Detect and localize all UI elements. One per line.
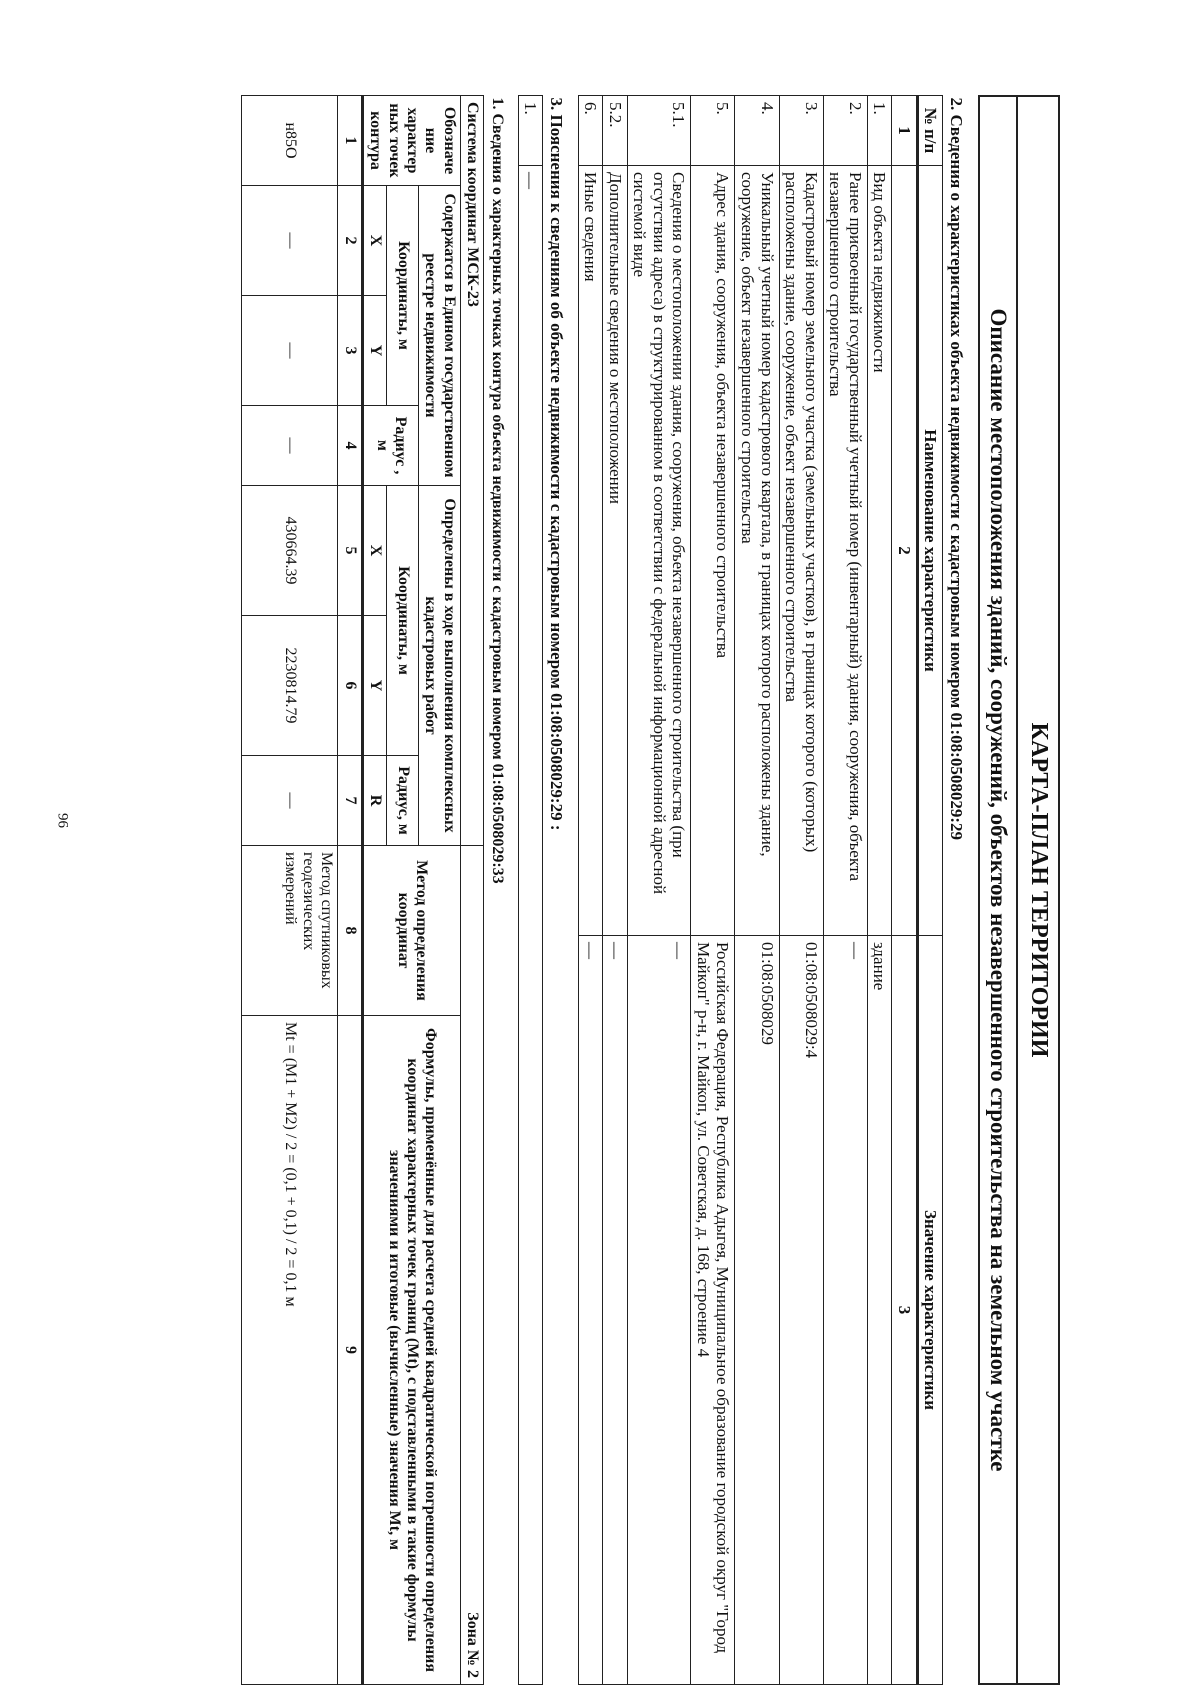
section3-heading: 3. Пояснения к сведениям об объекте недвижимости с кадастровым номером 01:08:0508029:29 : [546, 97, 566, 831]
r-header: R [362, 756, 386, 846]
table-row [867, 96, 892, 1685]
row-value: — [518, 166, 543, 1685]
row-value: — [603, 936, 628, 1685]
table-row [603, 96, 628, 1685]
document-subtitle: Описание местоположения зданий, сооружений, объектов незавершенного строительства на земельном участке [979, 96, 1017, 1684]
row-name: Уникальный учетный номер кадастрового квартала, в границах которого расположены здание, сооружение, объект незавершенного строительства [735, 166, 779, 936]
radius-header-determined: Радиус, м [387, 756, 419, 846]
table-row [578, 96, 603, 1685]
row-value: Российская Федерация, Республика Адыгея, Муниципальное образование городской округ "Город Майкоп" р-н, г. Майкоп, ул. Советская, д. 168, строение 4 [691, 936, 735, 1685]
section1-table [241, 95, 509, 1685]
document-title: КАРТА-ПЛАН ТЕРРИТОРИИ [1017, 96, 1059, 1684]
zone-label: Зона № 2 [460, 846, 483, 1685]
section1-heading: 1. Сведения о характерных точках контура объекта недвижимости с кадастровым номером 01:08:0508029:33 [488, 97, 506, 884]
radius-header-registry: Радиус , м [362, 406, 418, 486]
document-sheet [150, 95, 1060, 1685]
x-registry: — [242, 186, 338, 296]
row-number: 5. [691, 96, 735, 166]
r-determined: — [242, 756, 338, 846]
x-determined: 430664.39 [242, 486, 338, 616]
row-value: здание [867, 936, 892, 1685]
table-row [691, 96, 735, 1685]
determined-header: Определены в ходе выполнения комплексных кадастровых работ [419, 486, 461, 846]
table-row [518, 96, 543, 1685]
r-registry: — [242, 406, 338, 486]
section3-table [518, 95, 570, 1685]
coords-header-determined: Координаты, м [387, 486, 419, 756]
col-number: 3 [892, 936, 918, 1685]
col-header-value: Значение характеристики [917, 936, 943, 1685]
table-row [627, 96, 691, 1685]
coords-header-registry: Координаты, м [387, 186, 419, 406]
point-designation: н85О [242, 96, 338, 186]
col-number: 8 [338, 846, 362, 1016]
row-number: 4. [735, 96, 779, 166]
col-header-num: № п/п [917, 96, 943, 166]
formula-value: Mt = (M1 + M2) / 2 = (0,1 + 0,1) / 2 = 0,1 м [242, 1016, 338, 1685]
col-number: 4 [338, 406, 362, 486]
table-row [735, 96, 779, 1685]
row-name: Дополнительные сведения о местоположении [603, 166, 628, 936]
row-number: 2. [823, 96, 867, 166]
row-number: 6. [578, 96, 603, 166]
col-number: 2 [892, 166, 918, 936]
title-block [978, 95, 1060, 1685]
coord-system: Система координат МСК-23 [460, 96, 483, 846]
section2-table [578, 95, 970, 1685]
y-determined: 2230814.79 [242, 616, 338, 756]
row-value: 01:08:0508029:4 [779, 936, 823, 1685]
row-name: Кадастровый номер земельного участка (земельных участков), в границах которого (которых) расположены здание, сооружение, объект незавершенного строительства [779, 166, 823, 936]
section2-heading: 2. Сведения о характеристиках объекта недвижимости с кадастровым номером 01:08:0508029:29 [946, 97, 966, 840]
row-number: 1. [867, 96, 892, 166]
designation-header: Обозначе ние характер ных точек контура [362, 96, 460, 186]
method-value: Метод спутниковых геодезических измерений [242, 846, 338, 1016]
row-name: Ранее присвоенный государственный учетный номер (инвентарный) здания, сооружения, объекта незавершенного строительства [823, 166, 867, 936]
row-name: Сведения о местоположении здания, сооружения, объекта незавершенного строительства (при отсутствии адреса) в структурированном в соответствии с федеральной информационной адресной системой виде [627, 166, 691, 936]
table-row [779, 96, 823, 1685]
col-number: 5 [338, 486, 362, 616]
row-number: 1. [518, 96, 543, 166]
formula-header: Формулы, применённые для расчета средней квадратической погрешности определения координат характерных точек границ (Mt), с подставленными в такие формулы значениями и итоговые (вычисленные) значения Mt, м [362, 1016, 460, 1685]
row-name: Адрес здания, сооружения, объекта незавершенного строительства [691, 166, 735, 936]
col-number: 3 [338, 296, 362, 406]
method-header: Метод определения координат [362, 846, 460, 1016]
page-number: 96 [54, 813, 71, 828]
row-number: 5.2. [603, 96, 628, 166]
y-registry: — [242, 296, 338, 406]
y-header: Y [362, 616, 386, 756]
col-number: 7 [338, 756, 362, 846]
col-number: 9 [338, 1016, 362, 1685]
row-value: 01:08:0508029 [735, 936, 779, 1685]
row-name: Вид объекта недвижимости [867, 166, 892, 936]
row-number: 5.1. [627, 96, 691, 166]
table-row [823, 96, 867, 1685]
row-value: — [578, 936, 603, 1685]
registry-header: Содержатся в Едином государственном реестре недвижимости [419, 186, 461, 486]
row-value: — [627, 936, 691, 1685]
x-header: X [362, 186, 386, 296]
y-header: Y [362, 296, 386, 406]
col-number: 1 [892, 96, 918, 166]
x-header: X [362, 486, 386, 616]
col-number: 6 [338, 616, 362, 756]
row-name: Иные сведения [578, 166, 603, 936]
table-row [242, 96, 338, 1685]
row-value: — [823, 936, 867, 1685]
col-number: 2 [338, 186, 362, 296]
col-number: 1 [338, 96, 362, 186]
row-number: 3. [779, 96, 823, 166]
col-header-name: Наименование характеристики [917, 166, 943, 936]
